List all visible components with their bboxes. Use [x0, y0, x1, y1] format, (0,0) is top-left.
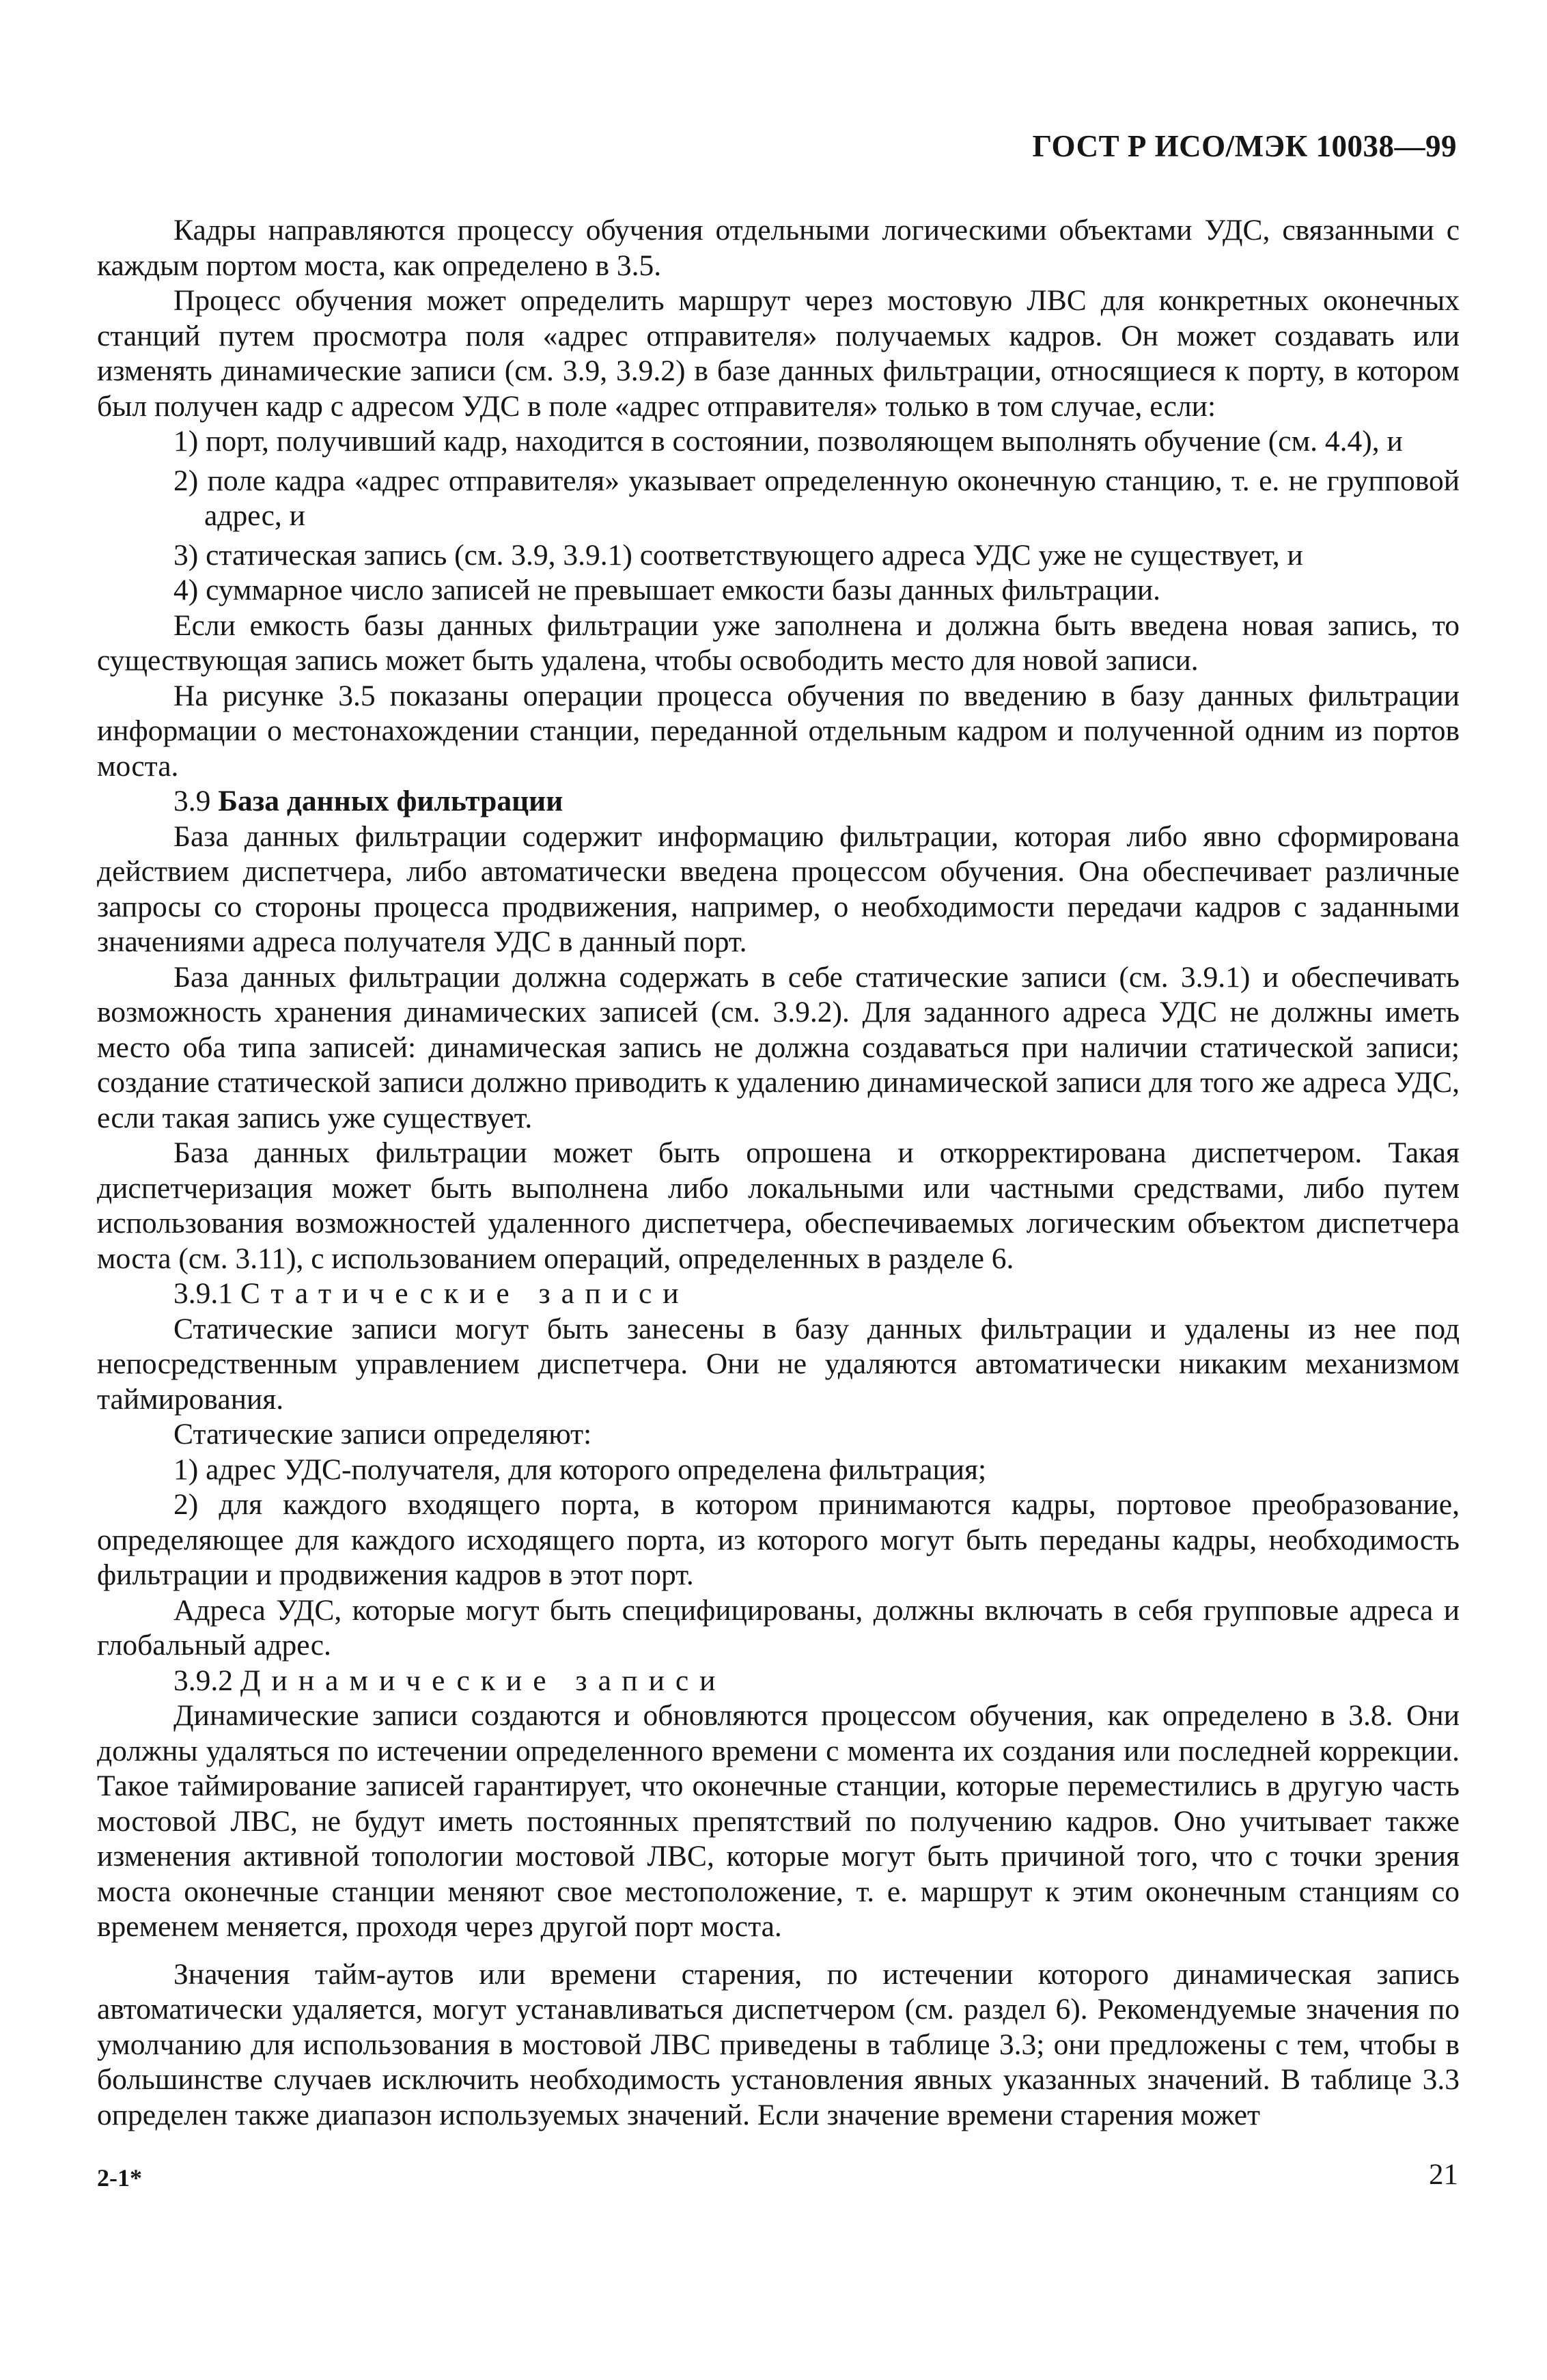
list-item: 2) поле кадра «адрес отправителя» указывает определенную оконечную станцию, т. е. не групповой адрес, и [173, 464, 1460, 532]
list-item: 1) адрес УДС-получателя, для которого определена фильтрация; [173, 1453, 987, 1486]
paragraph: База данных фильтрации должна содержать в себе статические записи (см. 3.9.1) и обеспечивать возможность хранения динамических записей (см. 3.9.2). Для заданного адреса УДС не должны иметь место оба типа записей: динамическая запись не должна создаваться при наличии статической записи; создание статической записи должно приводить к удалению динамической записи для того же адреса УДС, если такая запись уже существует. [97, 960, 1460, 1134]
paragraph: Адреса УДС, которые могут быть специфицированы, должны включать в себя групповые адреса и глобальный адрес. [97, 1593, 1460, 1662]
list-item: 3) статическая запись (см. 3.9, 3.9.1) соответствующего адреса УДС уже не существует, и [173, 538, 1303, 572]
paragraph: База данных фильтрации может быть опрошена и откорректирована диспетчером. Такая диспетчеризация может быть выполнена либо локальными или частными средствами, либо путем использования возможностей удаленного диспетчера, обеспечиваемых логическим объектом диспетчера моста (см. 3.11), с использованием операций, определенных в разделе 6. [97, 1136, 1460, 1275]
paragraph: База данных фильтрации содержит информацию фильтрации, которая либо явно сформирована действием диспетчера, либо автоматически введена процессом обучения. Она обеспечивает различные запросы со стороны процесса продвижения, например, о необходимости передачи кадров с заданными значениями адреса получателя УДС в данный порт. [97, 820, 1460, 958]
section-number: 3.9.2 [173, 1664, 233, 1697]
paragraph: Процесс обучения может определить маршрут через мостовую ЛВС для конкретных оконечных станций путем просмотра поля «адрес отправителя» получаемых кадров. Он может создавать или изменять динамические записи (см. 3.9, 3.9.2) в базе данных фильтрации, относящиеся к порту, в котором был получен кадр с адресом УДС в поле «адрес отправителя» только в том случае, если: [97, 284, 1460, 423]
section-title: База данных фильтрации [218, 785, 563, 817]
section-heading-3-9 [97, 784, 1460, 820]
page-header-standard-id: ГОСТ Р ИСО/МЭК 10038—99 [1032, 129, 1457, 163]
sheet-marker: 2-1* [97, 2164, 142, 2192]
paragraph: На рисунке 3.5 показаны операции процесса обучения по введению в базу данных фильтрации информации о местонахождении станции, переданной отдельным кадром и полученной одним из портов моста. [97, 679, 1460, 783]
section-number: 3.9 [173, 785, 211, 817]
document-body [97, 213, 1460, 2133]
list-item: 1) порт, получивший кадр, находится в состоянии, позволяющем выполнять обучение (см. 4.4), и [173, 425, 1403, 458]
paragraph: Кадры направляются процессу обучения отдельными логическими объектами УДС, связанными с каждым портом моста, как определено в 3.5. [97, 214, 1460, 282]
section-title: Статические записи [240, 1277, 690, 1310]
paragraph: Если емкость базы данных фильтрации уже заполнена и должна быть введена новая запись, то существующая запись может быть удалена, чтобы освободить место для новой записи. [97, 608, 1460, 677]
section-heading-3-9-2 [97, 1664, 1460, 1699]
section-title: Динамические записи [240, 1664, 727, 1697]
paragraph: Значения тайм-аутов или времени старения, по истечении которого динамическая запись автоматически удаляется, могут устанавливаться диспетчером (см. раздел 6). Рекомендуемые значения по умолчанию для использования в мостовой ЛВС приведены в таблице 3.3; они предложены с тем, чтобы в большинстве случаев исключить необходимость установления явных указанных значений. В таблице 3.3 определен также диапазон используемых значений. Если значение времени старения может [97, 1957, 1460, 2131]
paragraph: Статические записи могут быть занесены в базу данных фильтрации и удалены из нее под непосредственным управлением диспетчера. Они не удаляются автоматически никаким механизмом таймирования. [97, 1312, 1460, 1416]
paragraph: Динамические записи создаются и обновляются процессом обучения, как определено в 3.8. Они должны удаляться по истечении определенного времени с момента их создания или последней коррекции. Такое таймирование записей гарантирует, что оконечные станции, которые переместились в другую часть мостовой ЛВС, не будут иметь постоянных препятствий по получению кадров. Оно учитывает также изменения активной топологии мостовой ЛВС, которые могут быть причиной того, что с точки зрения моста оконечные станции меняют свое местоположение, т. е. маршрут к этим оконечным станциям со временем меняется, проходя через другой порт моста. [97, 1699, 1460, 1943]
list-item: 4) суммарное число записей не превышает емкости базы данных фильтрации. [173, 574, 1161, 606]
section-number: 3.9.1 [173, 1277, 233, 1310]
list-item: 2) для каждого входящего порта, в котором принимаются кадры, портовое преобразование, определяющее для каждого исходящего порта, из которого могут быть переданы кадры, необходимость фильтрации и продвижения кадров в этот порт. [97, 1488, 1460, 1591]
page-number: 21 [1429, 2159, 1458, 2191]
paragraph: Статические записи определяют: [173, 1418, 592, 1451]
section-heading-3-9-1 [97, 1276, 1460, 1312]
